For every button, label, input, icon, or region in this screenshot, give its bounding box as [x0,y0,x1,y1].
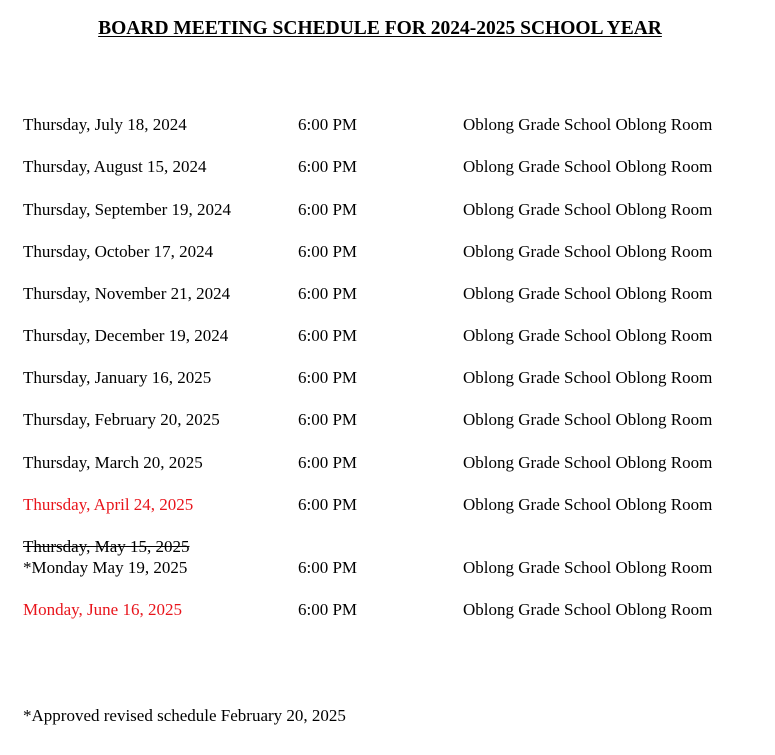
meeting-row [0,453,775,475]
cancelled-meeting-date: Thursday, May 15, 2025 [23,537,190,556]
meeting-row [0,284,775,306]
meeting-location: Oblong Grade School Oblong Room [463,242,713,261]
page-title: BOARD MEETING SCHEDULE FOR 2024-2025 SCHOOL YEAR [98,18,662,39]
meeting-date: Thursday, March 20, 2025 [23,453,203,472]
meeting-time: 6:00 PM [298,600,358,619]
meeting-row [0,368,775,390]
meeting-location: Oblong Grade School Oblong Room [463,115,713,134]
meeting-row [0,410,775,432]
meeting-time: 6:00 PM [298,242,358,261]
meeting-location: Oblong Grade School Oblong Room [463,368,713,387]
meeting-date: Thursday, February 20, 2025 [23,410,220,429]
meeting-time: 6:00 PM [298,410,358,429]
meeting-time: 6:00 PM [298,200,358,219]
revision-footnote: *Approved revised schedule February 20, 2025 [23,706,346,725]
meeting-date-highlighted: Monday, June 16, 2025 [23,600,182,619]
meeting-row [0,242,775,264]
meeting-time: 6:00 PM [298,326,358,345]
meeting-time: 6:00 PM [298,284,358,303]
meeting-date: Thursday, December 19, 2024 [23,326,229,345]
meeting-date: Thursday, July 18, 2024 [23,115,187,134]
meeting-time: 6:00 PM [298,453,358,472]
meeting-location: Oblong Grade School Oblong Room [463,453,713,472]
meeting-row [0,495,775,517]
meeting-date: Thursday, January 16, 2025 [23,368,212,387]
meeting-row [0,157,775,179]
meeting-row [0,200,775,222]
meeting-location: Oblong Grade School Oblong Room [463,495,713,514]
meeting-location: Oblong Grade School Oblong Room [463,558,713,577]
meeting-time: 6:00 PM [298,495,358,514]
meeting-date: Thursday, August 15, 2024 [23,157,207,176]
meeting-row [0,558,775,580]
meeting-time: 6:00 PM [298,558,358,577]
meeting-time: 6:00 PM [298,157,358,176]
meeting-date: Thursday, September 19, 2024 [23,200,232,219]
meeting-row [0,600,775,622]
meeting-row [0,326,775,348]
meeting-date: Thursday, November 21, 2024 [23,284,231,303]
meeting-location: Oblong Grade School Oblong Room [463,326,713,345]
meeting-location: Oblong Grade School Oblong Room [463,410,713,429]
meeting-date-revised: *Monday May 19, 2025 [23,558,188,577]
meeting-location: Oblong Grade School Oblong Room [463,284,713,303]
meeting-date-highlighted: Thursday, April 24, 2025 [23,495,194,514]
meeting-row [0,115,775,137]
meeting-location: Oblong Grade School Oblong Room [463,600,713,619]
meeting-date: Thursday, October 17, 2024 [23,242,214,261]
meeting-time: 6:00 PM [298,115,358,134]
meeting-time: 6:00 PM [298,368,358,387]
meeting-location: Oblong Grade School Oblong Room [463,200,713,219]
meeting-location: Oblong Grade School Oblong Room [463,157,713,176]
